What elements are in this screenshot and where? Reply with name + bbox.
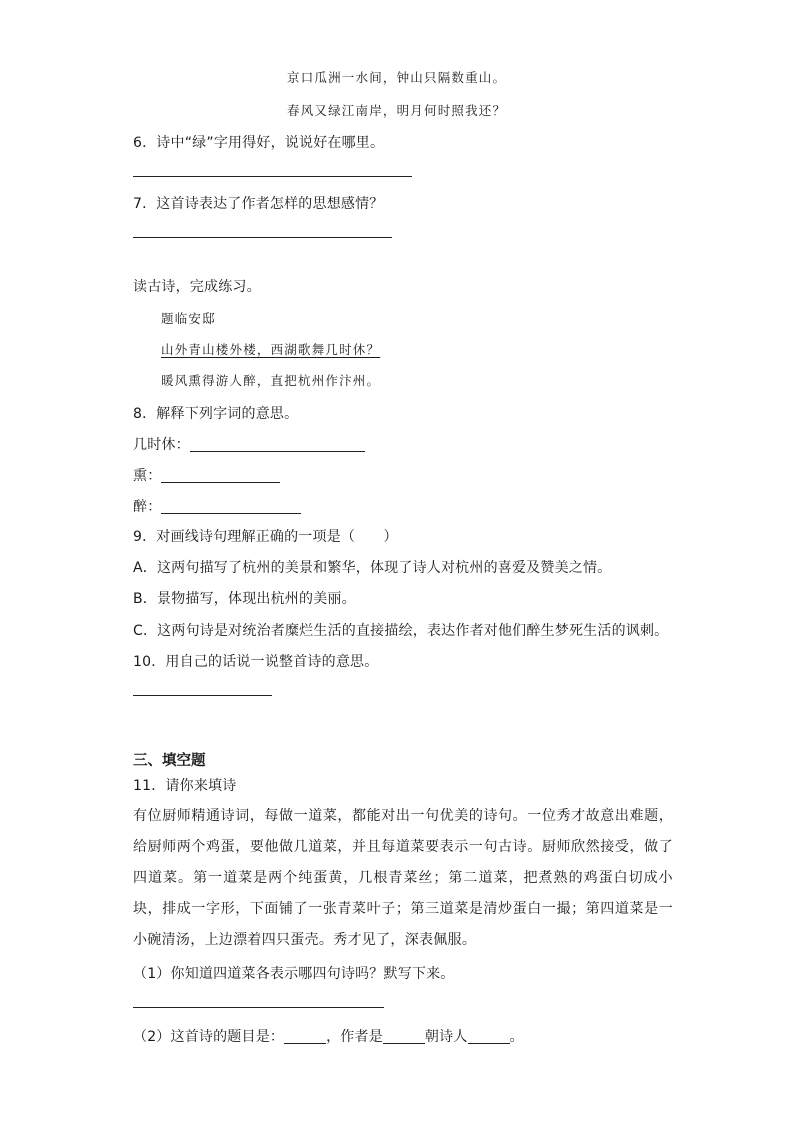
q8-item-label: 醉：	[133, 499, 162, 515]
sub2-text-dynasty: 朝诗人	[424, 1029, 468, 1045]
answer-line-11-1[interactable]	[133, 1007, 384, 1008]
q8-item-jishixiu	[133, 434, 365, 454]
section-title: 三、填空题	[133, 753, 206, 769]
poem2-line2: 暖风熏得游人醉，直把杭州作汴州。	[161, 373, 381, 388]
q8-item-zui	[133, 496, 301, 516]
question-10: 10．用自己的话说一说整首诗的意思。	[133, 654, 379, 670]
q9-option-c[interactable]: C．这两句诗是对统治者糜烂生活的直接描绘，表达作者对他们醉生梦死生活的讽刺。	[133, 623, 669, 639]
sub2-text-title: （2）这首诗的题目是：	[133, 1029, 285, 1045]
q8-item-xun	[133, 465, 280, 485]
q8-item-label: 几时休：	[133, 437, 190, 453]
question-7: 7．这首诗表达了作者怎样的思想感情？	[133, 196, 384, 212]
q11-subquestion-1: （1）你知道四道菜各表示哪四句诗吗？默写下来。	[133, 966, 455, 982]
answer-line-7[interactable]	[133, 237, 392, 238]
question-8: 8．解释下列字词的意思。	[133, 406, 299, 422]
answer-line-6[interactable]	[133, 176, 412, 177]
question-11: 11．请你来填诗	[133, 778, 237, 794]
sub2-text-author: ，作者是	[326, 1029, 383, 1045]
q8-item-label: 熏：	[133, 468, 162, 484]
q11-story-paragraph: 有位厨师精通诗词，每做一道菜，都能对出一句优美的诗句。一位秀才故意出难题，给厨师两个鸡蛋，要他做几道菜，并且每道菜要表示一句古诗。厨师欣然接受，做了四道菜。第一道菜是两个纯蛋黄，几根青菜丝；第二道菜，把煮熟的鸡蛋白切成小块，排成一字形，下面铺了一张青菜叶子；第三道菜是清炒蛋白一撮；第四道菜是一小碗清汤，上边漂着四只蛋壳。秀才见了，深表佩服。	[133, 808, 673, 948]
title-blank[interactable]	[284, 1029, 326, 1044]
poem1-line2: 春风又绿江南岸，明月何时照我还？	[287, 103, 507, 118]
poem1-line1: 京口瓜洲一水间，钟山只隔数重山。	[287, 70, 507, 85]
reading-instruction: 读古诗，完成练习。	[133, 279, 261, 295]
answer-blank[interactable]	[161, 468, 280, 483]
q9-option-b[interactable]: B．景物描写，体现出杭州的美丽。	[133, 591, 356, 607]
q11-subquestion-2	[133, 1026, 524, 1046]
dynasty-blank[interactable]	[383, 1029, 425, 1044]
question-9: 9．对画线诗句理解正确的一项是（ ）	[133, 529, 398, 545]
poet-blank[interactable]	[468, 1029, 510, 1044]
poem2-line1-underlined: 山外青山楼外楼，西湖歌舞几时休？	[161, 342, 381, 357]
q9-option-a[interactable]: A．这两句描写了杭州的美景和繁华，体现了诗人对杭州的喜爱及赞美之情。	[133, 560, 612, 576]
answer-blank[interactable]	[161, 499, 301, 514]
poem2-title: 题临安邸	[161, 311, 216, 326]
answer-blank[interactable]	[190, 437, 365, 452]
answer-line-10[interactable]	[133, 695, 272, 696]
question-6: 6．诗中“绿”字用得好，说说好在哪里。	[133, 135, 385, 151]
sub2-text-end: 。	[509, 1029, 524, 1045]
